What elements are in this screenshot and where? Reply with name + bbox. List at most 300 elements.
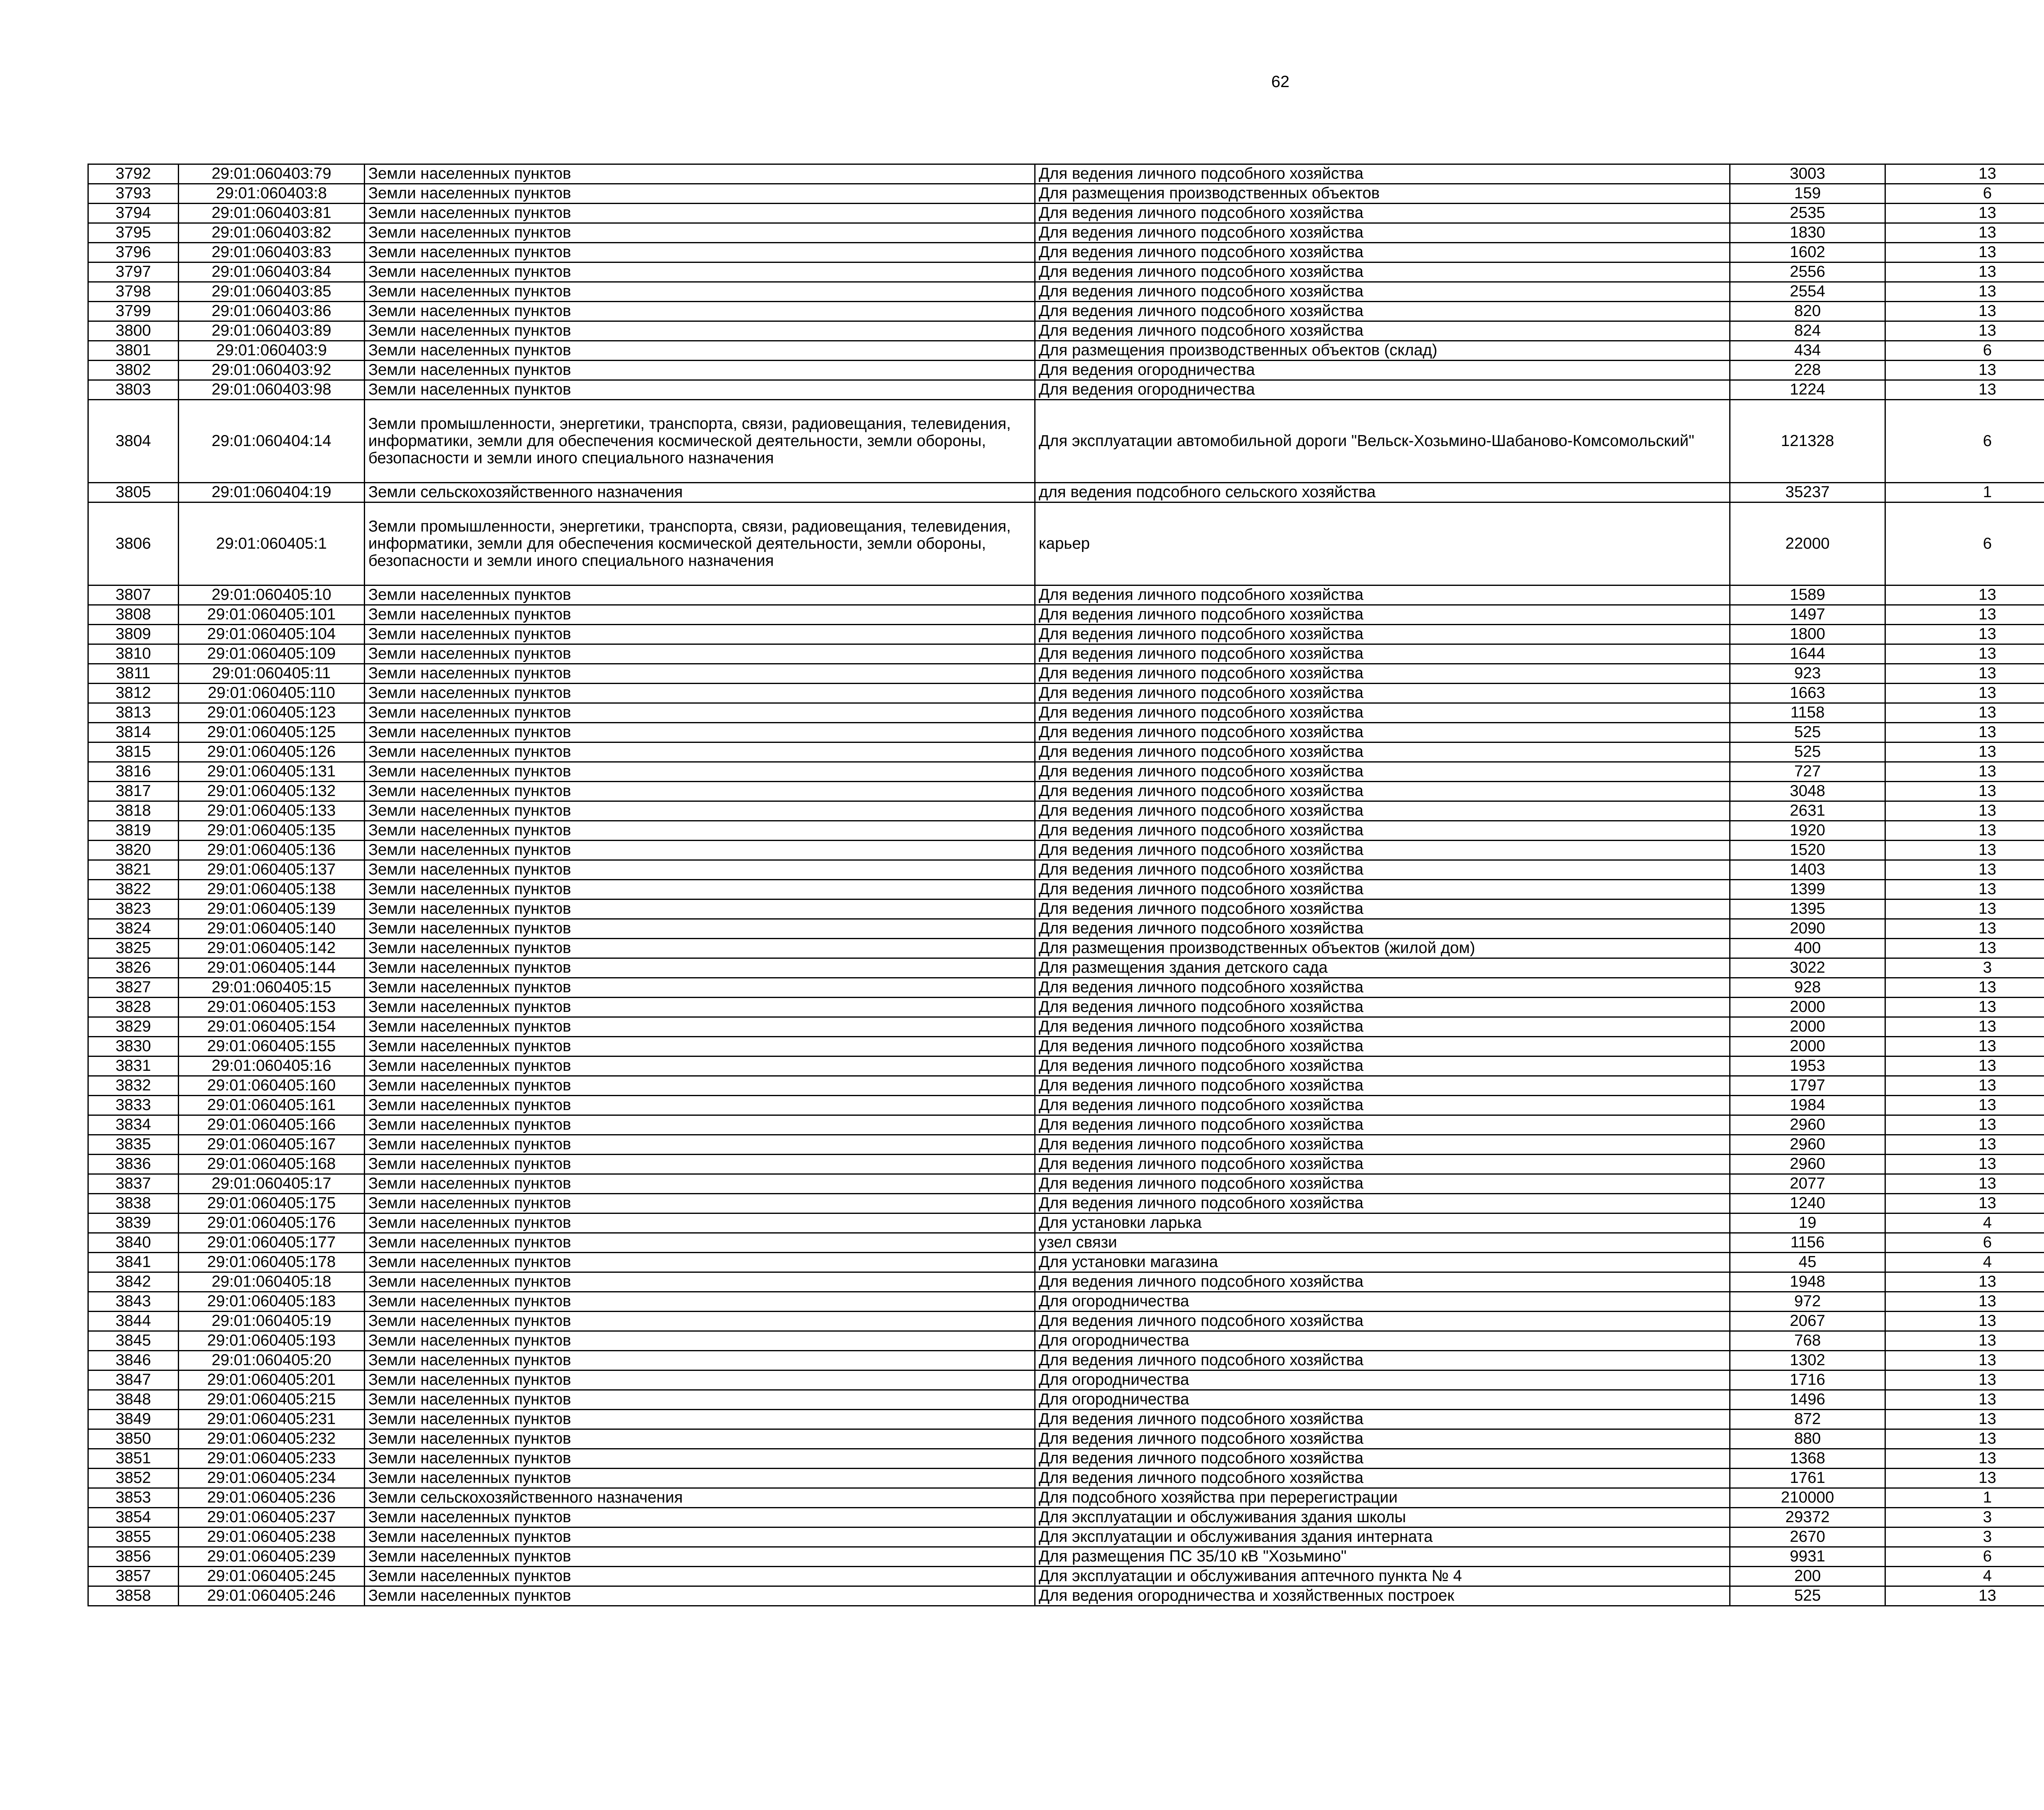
cadastral-number: 29:01:060403:98 [179,380,365,400]
table-row [88,321,2044,341]
area: 880 [1730,1429,1885,1449]
row-number: 3850 [88,1429,179,1449]
table-row [88,880,2044,899]
land-category: Земли сельскохозяйственного назначения [365,1488,1035,1508]
group-code: 13 [1885,1056,2044,1076]
row-number: 3808 [88,605,179,625]
table-row [88,204,2044,223]
land-category: Земли населенных пунктов [365,998,1035,1017]
permitted-use: Для ведения личного подсобного хозяйства [1035,723,1730,742]
land-category: Земли населенных пунктов [365,243,1035,262]
land-category: Земли населенных пунктов [365,1056,1035,1076]
permitted-use: узел связи [1035,1233,1730,1253]
row-number: 3821 [88,860,179,880]
row-number: 3800 [88,321,179,341]
table-row [88,782,2044,801]
cadastral-number: 29:01:060405:232 [179,1429,365,1449]
permitted-use: Для ведения личного подсобного хозяйства [1035,1429,1730,1449]
table-row [88,1233,2044,1253]
cadastral-number: 29:01:060405:238 [179,1527,365,1547]
cadastral-number: 29:01:060404:14 [179,400,365,483]
permitted-use: Для ведения личного подсобного хозяйства [1035,1410,1730,1429]
cadastral-number: 29:01:060405:231 [179,1410,365,1429]
permitted-use: Для ведения личного подсобного хозяйства [1035,880,1730,899]
table-row [88,1194,2044,1213]
area: 1302 [1730,1351,1885,1370]
permitted-use: Для ведения личного подсобного хозяйства [1035,1272,1730,1292]
land-category: Земли населенных пунктов [365,1370,1035,1390]
table-row [88,1449,2044,1469]
cadastral-number: 29:01:060405:178 [179,1253,365,1272]
land-category: Земли населенных пунктов [365,1135,1035,1155]
row-number: 3832 [88,1076,179,1096]
table-row [88,1115,2044,1135]
area: 1644 [1730,644,1885,664]
row-number: 3809 [88,625,179,644]
land-category: Земли населенных пунктов [365,958,1035,978]
table-row [88,1410,2044,1429]
table-row [88,899,2044,919]
row-number: 3804 [88,400,179,483]
cadastral-number: 29:01:060405:15 [179,978,365,998]
row-number: 3846 [88,1351,179,1370]
row-number: 3819 [88,821,179,841]
permitted-use: Для ведения личного подсобного хозяйства [1035,1076,1730,1096]
land-category: Земли населенных пунктов [365,1017,1035,1037]
group-code: 13 [1885,1390,2044,1410]
land-category: Земли населенных пунктов [365,1272,1035,1292]
table-row [88,164,2044,184]
row-number: 3812 [88,684,179,703]
area: 19 [1730,1213,1885,1233]
cadastral-number: 29:01:060405:246 [179,1586,365,1606]
area: 1520 [1730,841,1885,860]
cadastral-number: 29:01:060405:177 [179,1233,365,1253]
area: 972 [1730,1292,1885,1312]
land-category: Земли населенных пунктов [365,742,1035,762]
group-code: 13 [1885,1351,2044,1370]
row-number: 3823 [88,899,179,919]
table-row [88,1292,2044,1312]
cadastral-number: 29:01:060405:18 [179,1272,365,1292]
area: 1224 [1730,380,1885,400]
area: 228 [1730,361,1885,380]
land-category: Земли населенных пунктов [365,703,1035,723]
table-row [88,1272,2044,1292]
table-row [88,684,2044,703]
group-code: 13 [1885,684,2044,703]
land-category: Земли населенных пунктов [365,341,1035,361]
area: 121328 [1730,400,1885,483]
table-row [88,341,2044,361]
group-code: 13 [1885,1469,2044,1488]
row-number: 3814 [88,723,179,742]
group-code: 13 [1885,361,2044,380]
land-category: Земли населенных пунктов [365,762,1035,782]
land-category: Земли населенных пунктов [365,801,1035,821]
group-code: 13 [1885,723,2044,742]
area: 9931 [1730,1547,1885,1567]
table-row [88,860,2044,880]
permitted-use: Для ведения личного подсобного хозяйства [1035,684,1730,703]
area: 29372 [1730,1508,1885,1527]
table-row [88,978,2044,998]
land-category: Земли населенных пунктов [365,262,1035,282]
permitted-use: Для ведения личного подсобного хозяйства [1035,1056,1730,1076]
cadastral-number: 29:01:060405:123 [179,703,365,723]
row-number: 3857 [88,1567,179,1586]
group-code: 13 [1885,899,2044,919]
table-row [88,664,2044,684]
table-row [88,801,2044,821]
permitted-use: Для ведения личного подсобного хозяйства [1035,1155,1730,1174]
row-number: 3807 [88,585,179,605]
area: 1403 [1730,860,1885,880]
table-row [88,1213,2044,1233]
area: 1920 [1730,821,1885,841]
area: 1602 [1730,243,1885,262]
cadastral-number: 29:01:060403:92 [179,361,365,380]
cadastral-number: 29:01:060405:10 [179,585,365,605]
group-code: 13 [1885,302,2044,321]
group-code: 13 [1885,1272,2044,1292]
area: 820 [1730,302,1885,321]
group-code: 13 [1885,1312,2044,1331]
area: 525 [1730,723,1885,742]
table-row [88,502,2044,585]
group-code: 13 [1885,1115,2044,1135]
cadastral-number: 29:01:060405:140 [179,919,365,939]
land-category: Земли населенных пунктов [365,664,1035,684]
permitted-use: Для ведения личного подсобного хозяйства [1035,998,1730,1017]
row-number: 3837 [88,1174,179,1194]
land-registry-table [87,164,2044,1606]
land-category: Земли населенных пунктов [365,361,1035,380]
area: 928 [1730,978,1885,998]
group-code: 13 [1885,919,2044,939]
group-code: 13 [1885,262,2044,282]
group-code: 13 [1885,625,2044,644]
group-code: 13 [1885,1155,2044,1174]
table-row [88,1429,2044,1449]
table-row [88,998,2044,1017]
group-code: 6 [1885,400,2044,483]
group-code: 1 [1885,1488,2044,1508]
cadastral-number: 29:01:060405:144 [179,958,365,978]
land-category: Земли населенных пунктов [365,1351,1035,1370]
area: 35237 [1730,483,1885,502]
permitted-use: Для ведения личного подсобного хозяйства [1035,782,1730,801]
permitted-use: Для ведения личного подсобного хозяйства [1035,625,1730,644]
permitted-use: Для ведения личного подсобного хозяйства [1035,841,1730,860]
area: 525 [1730,1586,1885,1606]
table-row [88,1370,2044,1390]
table-row [88,1135,2044,1155]
group-code: 13 [1885,1135,2044,1155]
permitted-use: Для ведения личного подсобного хозяйства [1035,1449,1730,1469]
land-category: Земли населенных пунктов [365,1096,1035,1115]
land-category: Земли населенных пунктов [365,605,1035,625]
permitted-use: Для ведения личного подсобного хозяйства [1035,321,1730,341]
permitted-use: Для ведения личного подсобного хозяйства [1035,1135,1730,1155]
cadastral-number: 29:01:060405:1 [179,502,365,585]
table-row [88,821,2044,841]
row-number: 3838 [88,1194,179,1213]
area: 768 [1730,1331,1885,1351]
permitted-use: Для ведения личного подсобного хозяйства [1035,801,1730,821]
area: 2631 [1730,801,1885,821]
area: 2000 [1730,998,1885,1017]
area: 400 [1730,939,1885,958]
group-code: 13 [1885,1429,2044,1449]
row-number: 3817 [88,782,179,801]
area: 2077 [1730,1174,1885,1194]
group-code: 6 [1885,341,2044,361]
cadastral-number: 29:01:060403:83 [179,243,365,262]
permitted-use: Для размещения здания детского сада [1035,958,1730,978]
row-number: 3830 [88,1037,179,1056]
group-code: 13 [1885,223,2044,243]
land-category: Земли населенных пунктов [365,380,1035,400]
area: 1830 [1730,223,1885,243]
table-row [88,262,2044,282]
table-row [88,1155,2044,1174]
cadastral-number: 29:01:060405:237 [179,1508,365,1527]
permitted-use: Для эксплуатации и обслуживания здания школы [1035,1508,1730,1527]
cadastral-number: 29:01:060405:139 [179,899,365,919]
table-row [88,939,2044,958]
cadastral-number: 29:01:060405:135 [179,821,365,841]
table-row [88,1017,2044,1037]
land-category: Земли населенных пунктов [365,302,1035,321]
area: 1663 [1730,684,1885,703]
cadastral-number: 29:01:060405:109 [179,644,365,664]
permitted-use: Для ведения личного подсобного хозяйства [1035,1312,1730,1331]
cadastral-number: 29:01:060403:8 [179,184,365,204]
table-row [88,361,2044,380]
group-code: 13 [1885,1194,2044,1213]
cadastral-number: 29:01:060405:133 [179,801,365,821]
group-code: 13 [1885,1370,2044,1390]
land-category: Земли населенных пунктов [365,1331,1035,1351]
area: 1240 [1730,1194,1885,1213]
table-row [88,605,2044,625]
row-number: 3856 [88,1547,179,1567]
cadastral-number: 29:01:060405:175 [179,1194,365,1213]
row-number: 3845 [88,1331,179,1351]
cadastral-number: 29:01:060405:132 [179,782,365,801]
land-category: Земли населенных пунктов [365,164,1035,184]
table-row [88,1037,2044,1056]
cadastral-number: 29:01:060403:86 [179,302,365,321]
area: 923 [1730,664,1885,684]
area: 1156 [1730,1233,1885,1253]
table-row [88,703,2044,723]
land-category: Земли населенных пунктов [365,1567,1035,1586]
table-row [88,1056,2044,1076]
land-category: Земли населенных пунктов [365,939,1035,958]
cadastral-number: 29:01:060405:136 [179,841,365,860]
row-number: 3854 [88,1508,179,1527]
area: 1984 [1730,1096,1885,1115]
row-number: 3843 [88,1292,179,1312]
table-row [88,1547,2044,1567]
group-code: 13 [1885,978,2044,998]
permitted-use: Для огородничества [1035,1292,1730,1312]
table-row [88,958,2044,978]
permitted-use: Для ведения огородничества [1035,361,1730,380]
row-number: 3795 [88,223,179,243]
table-row [88,919,2044,939]
land-category: Земли населенных пунктов [365,1155,1035,1174]
table-row [88,1076,2044,1096]
cadastral-number: 29:01:060405:154 [179,1017,365,1037]
group-code: 13 [1885,585,2044,605]
group-code: 6 [1885,1547,2044,1567]
area: 1761 [1730,1469,1885,1488]
land-category: Земли населенных пунктов [365,723,1035,742]
group-code: 13 [1885,1017,2044,1037]
cadastral-number: 29:01:060405:245 [179,1567,365,1586]
land-category: Земли населенных пунктов [365,1076,1035,1096]
cadastral-number: 29:01:060405:160 [179,1076,365,1096]
area: 1953 [1730,1056,1885,1076]
land-category: Земли населенных пунктов [365,684,1035,703]
cadastral-number: 29:01:060405:19 [179,1312,365,1331]
row-number: 3794 [88,204,179,223]
cadastral-number: 29:01:060405:11 [179,664,365,684]
area: 1395 [1730,899,1885,919]
permitted-use: Для ведения личного подсобного хозяйства [1035,762,1730,782]
land-category: Земли населенных пунктов [365,1527,1035,1547]
table-row [88,184,2044,204]
land-category: Земли населенных пунктов [365,782,1035,801]
group-code: 13 [1885,782,2044,801]
group-code: 13 [1885,380,2044,400]
table-row [88,243,2044,262]
land-category: Земли населенных пунктов [365,1508,1035,1527]
group-code: 13 [1885,282,2044,302]
row-number: 3855 [88,1527,179,1547]
land-category: Земли населенных пунктов [365,860,1035,880]
cadastral-number: 29:01:060403:81 [179,204,365,223]
group-code: 13 [1885,762,2044,782]
row-number: 3792 [88,164,179,184]
land-category: Земли населенных пунктов [365,321,1035,341]
area: 3022 [1730,958,1885,978]
cadastral-number: 29:01:060405:167 [179,1135,365,1155]
land-category: Земли населенных пунктов [365,282,1035,302]
row-number: 3828 [88,998,179,1017]
row-number: 3839 [88,1213,179,1233]
table-row [88,1488,2044,1508]
area: 2960 [1730,1135,1885,1155]
group-code: 13 [1885,243,2044,262]
land-category: Земли населенных пунктов [365,880,1035,899]
permitted-use: Для ведения личного подсобного хозяйства [1035,1096,1730,1115]
page-number: 62 [1271,73,1290,91]
table-row [88,282,2044,302]
group-code: 13 [1885,703,2044,723]
table-row [88,1331,2044,1351]
table-row [88,841,2044,860]
area: 525 [1730,742,1885,762]
table-row [88,762,2044,782]
group-code: 3 [1885,1527,2044,1547]
cadastral-number: 29:01:060405:110 [179,684,365,703]
area: 2000 [1730,1037,1885,1056]
permitted-use: Для ведения личного подсобного хозяйства [1035,1469,1730,1488]
group-code: 6 [1885,502,2044,585]
cadastral-number: 29:01:060403:89 [179,321,365,341]
table-row [88,302,2044,321]
group-code: 13 [1885,1586,2044,1606]
land-category: Земли населенных пунктов [365,223,1035,243]
permitted-use: Для размещения производственных объектов [1035,184,1730,204]
row-number: 3842 [88,1272,179,1292]
permitted-use: Для размещения производственных объектов (жилой дом) [1035,939,1730,958]
cadastral-number: 29:01:060405:104 [179,625,365,644]
group-code: 13 [1885,1331,2044,1351]
cadastral-number: 29:01:060405:236 [179,1488,365,1508]
table-row [88,1508,2044,1527]
permitted-use: Для ведения личного подсобного хозяйства [1035,919,1730,939]
table-row [88,400,2044,483]
row-number: 3810 [88,644,179,664]
table-row [88,483,2044,502]
cadastral-number: 29:01:060405:16 [179,1056,365,1076]
permitted-use: Для подсобного хозяйства при перерегистрации [1035,1488,1730,1508]
land-category: Земли промышленности, энергетики, транспорта, связи, радиовещания, телевидения, информатики, земли для обеспечения космической деятельности, земли обороны, безопасности и земли иного специального назначения [365,400,1035,483]
group-code: 13 [1885,664,2044,684]
permitted-use: Для эксплуатации и обслуживания аптечного пункта № 4 [1035,1567,1730,1586]
group-code: 13 [1885,998,2044,1017]
land-category: Земли населенных пунктов [365,644,1035,664]
row-number: 3853 [88,1488,179,1508]
area: 434 [1730,341,1885,361]
table-row [88,1312,2044,1331]
permitted-use: Для огородничества [1035,1331,1730,1351]
group-code: 4 [1885,1253,2044,1272]
permitted-use: карьер [1035,502,1730,585]
land-category: Земли населенных пунктов [365,1115,1035,1135]
land-category: Земли населенных пунктов [365,625,1035,644]
group-code: 13 [1885,860,2044,880]
permitted-use: Для ведения огородничества [1035,380,1730,400]
area: 2000 [1730,1017,1885,1037]
group-code: 13 [1885,164,2044,184]
land-category: Земли населенных пунктов [365,204,1035,223]
land-category: Земли населенных пунктов [365,1312,1035,1331]
permitted-use: Для ведения личного подсобного хозяйства [1035,664,1730,684]
group-code: 1 [1885,483,2044,502]
area: 1797 [1730,1076,1885,1096]
permitted-use: Для ведения огородничества и хозяйственных построек [1035,1586,1730,1606]
row-number: 3798 [88,282,179,302]
permitted-use: Для эксплуатации и обслуживания здания интерната [1035,1527,1730,1547]
area: 22000 [1730,502,1885,585]
group-code: 3 [1885,958,2044,978]
row-number: 3799 [88,302,179,321]
area: 45 [1730,1253,1885,1272]
row-number: 3826 [88,958,179,978]
row-number: 3858 [88,1586,179,1606]
table-row [88,1351,2044,1370]
area: 1399 [1730,880,1885,899]
group-code: 13 [1885,605,2044,625]
area: 2067 [1730,1312,1885,1331]
row-number: 3849 [88,1410,179,1429]
